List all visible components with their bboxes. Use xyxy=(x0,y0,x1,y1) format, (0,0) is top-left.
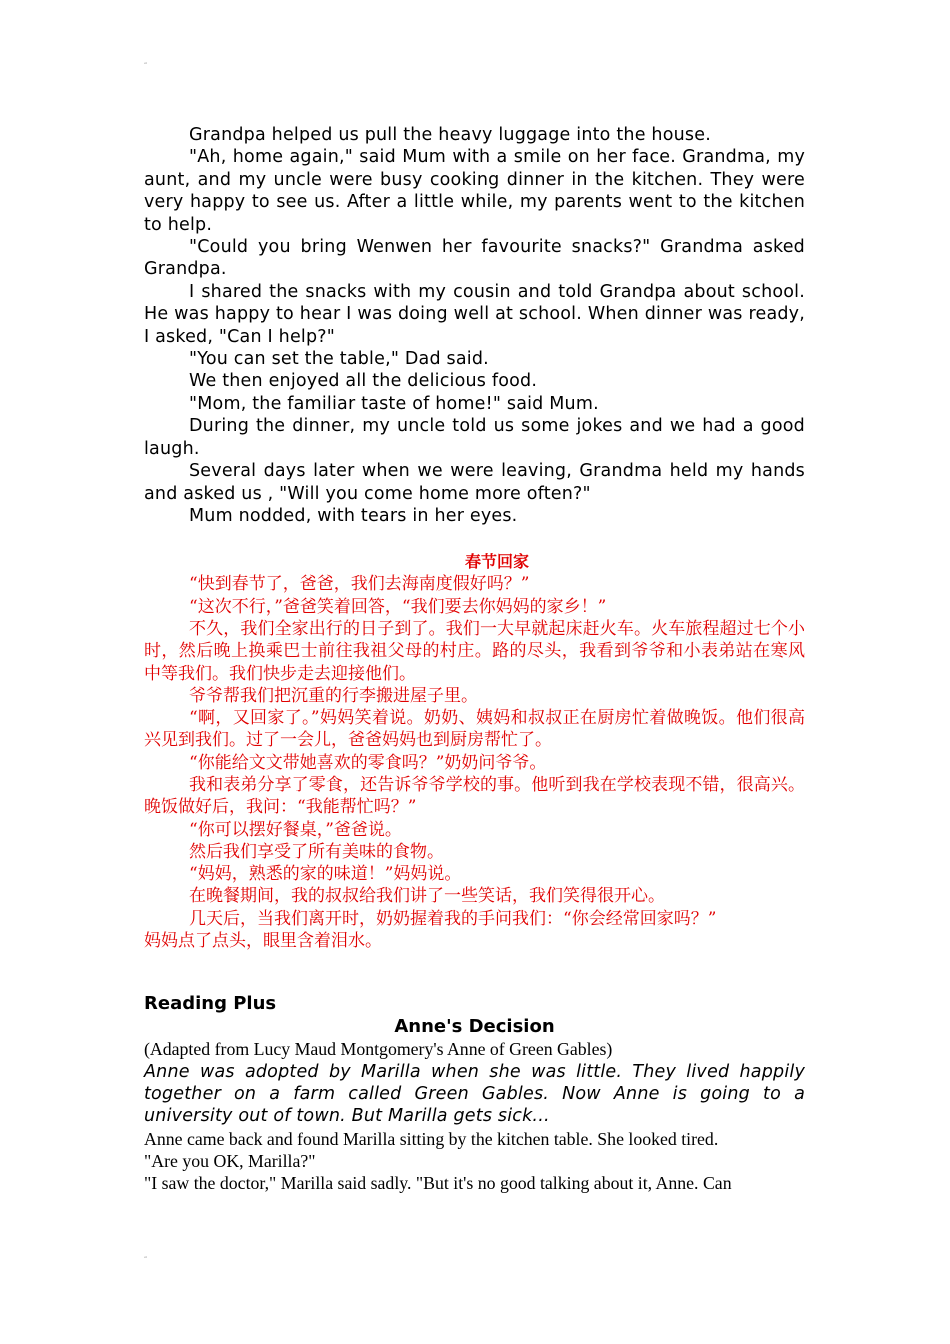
story-source: (Adapted from Lucy Maud Montgomery's Anne of Green Gables) xyxy=(144,1039,613,1060)
chinese-paragraph: 我和表弟分享了零食，还告诉爷爷学校的事。他听到我在学校表现不错，很高兴。晚饭做好后，我问：“我能帮忙吗？” xyxy=(144,774,805,818)
chinese-paragraph: 在晚餐期间，我的叔叔给我们讲了一些笑话，我们笑得很开心。 xyxy=(189,886,665,907)
english-paragraph: "Could you bring Wenwen her favourite snacks?" Grandma asked Grandpa. xyxy=(144,237,805,280)
english-paragraph: "Mom, the familiar taste of home!" said Mum. xyxy=(189,393,599,414)
chinese-paragraph: “这次不行，”爸爸笑着回答，“我们要去你妈妈的家乡！” xyxy=(189,596,607,617)
english-paragraph: We then enjoyed all the delicious food. xyxy=(189,371,538,392)
chinese-paragraph: 然后我们享受了所有美味的食物。 xyxy=(189,841,444,862)
reading-plus-section xyxy=(144,992,805,1194)
chinese-paragraph: “你能给文文带她喜欢的零食吗？”奶奶问爷爷。 xyxy=(189,752,547,773)
footer-mark: ˮ xyxy=(144,1256,148,1263)
story-line: "Are you OK, Marilla?" xyxy=(144,1151,316,1172)
english-paragraph: Grandpa helped us pull the heavy luggage into the house. xyxy=(189,125,711,145)
chinese-paragraph: “妈妈，熟悉的家的味道！”妈妈说。 xyxy=(189,864,462,885)
story-line: Anne came back and found Marilla sitting by the kitchen table. She looked tired. xyxy=(144,1128,719,1149)
chinese-last-line: 妈妈点了点头，眼里含着泪水。 xyxy=(144,931,382,952)
header-mark: ˮ xyxy=(144,62,148,69)
english-paragraph: "Ah, home again," said Mum with a smile on her face. Grandma, my aunt, and my uncle were busy cooking dinner in the kitchen. They were very happy to see us. After a little while, my parents went to the kitchen to help. xyxy=(144,147,805,235)
chinese-paragraph: “你可以摆好餐桌，”爸爸说。 xyxy=(189,819,402,840)
english-paragraph: I shared the snacks with my cousin and told Grandpa about school. He was happy to hear I was doing well at school. When dinner was ready, I asked, "Can I help?" xyxy=(144,281,805,347)
chinese-paragraph: 爷爷帮我们把沉重的行李搬进屋子里。 xyxy=(189,685,478,706)
chinese-translation xyxy=(144,551,805,952)
chinese-paragraph: 几天后，当我们离开时，奶奶握着我的手问我们：“你会经常回家吗？” xyxy=(189,908,717,929)
story-line: "I saw the doctor," Marilla said sadly. "But it's no good talking about it, Anne. Can xyxy=(144,1173,732,1194)
english-paragraph: Several days later when we were leaving, Grandma held my hands and asked us , "Will you come home more often?" xyxy=(144,461,805,504)
chinese-paragraph: “快到春节了，爸爸，我们去海南度假好吗？” xyxy=(189,574,530,595)
english-paragraph: Mum nodded, with tears in her eyes. xyxy=(189,505,518,526)
document-page xyxy=(144,124,805,1195)
reading-plus-heading: Reading Plus xyxy=(144,993,277,1015)
english-paragraph: "You can set the table," Dad said. xyxy=(189,349,489,370)
chinese-title: 春节回家 xyxy=(464,552,529,572)
story-intro: Anne was adopted by Marilla when she was little. They lived happily together on a farm called Green Gables. Now Anne is going to a university out of town. But Marilla gets sick... xyxy=(144,1061,805,1127)
chinese-paragraph: “啊，又回家了。”妈妈笑着说。奶奶、姨妈和叔叔正在厨房忙着做晚饭。他们很高兴见到我们。过了一会儿，爸爸妈妈也到厨房帮忙了。 xyxy=(144,708,805,751)
english-story xyxy=(144,124,805,527)
story-title: Anne's Decision xyxy=(394,1016,555,1038)
chinese-paragraph: 不久，我们全家出行的日子到了。我们一大早就起床赶火车。火车旅程超过七个小时，然后晚上换乘巴士前往我祖父母的村庄。路的尽头，我看到爷爷和小表弟站在寒风中等我们。我们快步走去迎接他们。 xyxy=(144,618,805,684)
english-paragraph: During the dinner, my uncle told us some jokes and we had a good laugh. xyxy=(144,416,805,459)
